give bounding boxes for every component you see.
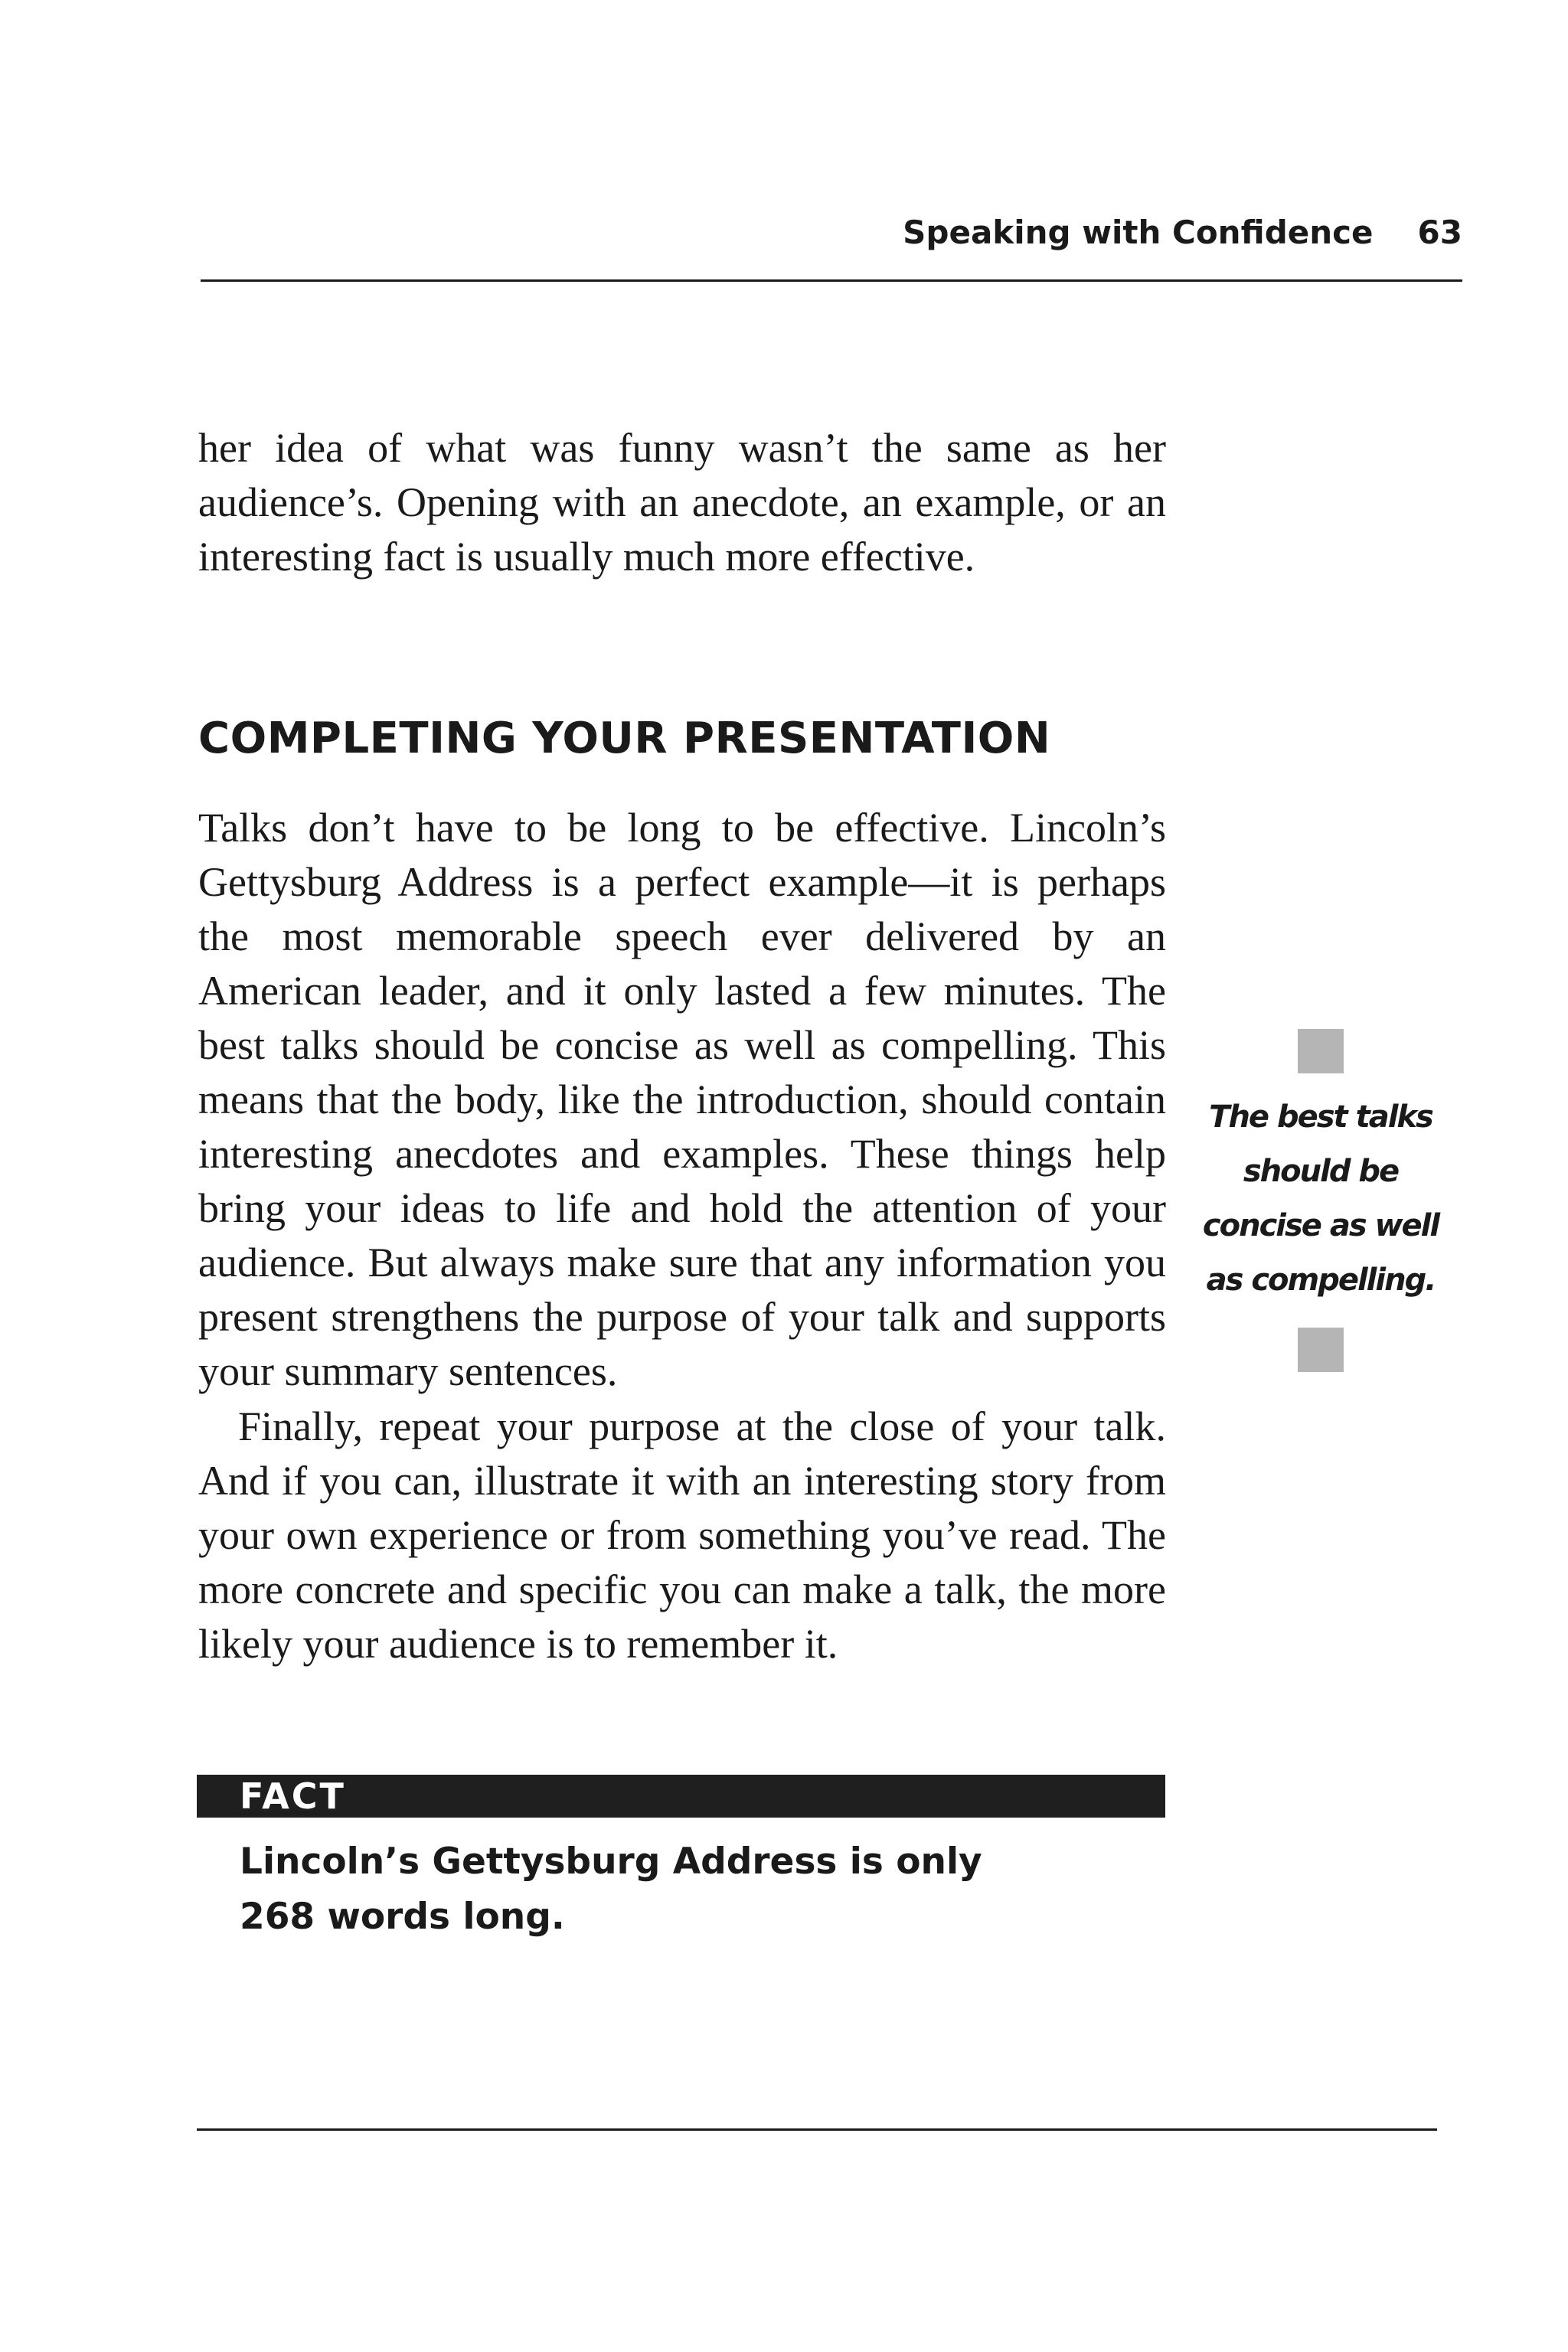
pull-quote-top-marker [1298,1029,1344,1073]
pull-quote-bottom-marker [1298,1328,1344,1372]
running-title: Speaking with Confidence [903,214,1374,251]
fact-box [197,1775,1165,1945]
pull-quote-text: The best talks should be concise as well as compelling. [1202,1099,1439,1298]
bottom-rule [197,2128,1437,2131]
section-heading: COMPLETING YOUR PRESENTATION [198,714,1051,763]
body-paragraph-1: Talks don’t have to be long to be effective. Lincoln’s Gettysburg Address is a perfect example—it is perhaps the most memorable speech ever delivered by an American leader, and it only lasted a few minutes. The best talks should be concise as well as compelling. This means that the body, like the introduction, should contain interesting anecdotes and examples. These things help bring your ideas to life and hold the attention of your audience. But always make sure that any information you present strengthens the purpose of your talk and supports your summary sentences. [198,805,1166,1394]
page-number: 63 [1417,214,1462,251]
running-head [201,208,1462,282]
continued-paragraph: her idea of what was funny wasn’t the same as her audience’s. Opening with an anecdote, an example, or an interesting fact is usually much more effective. [198,425,1166,580]
body-paragraph-2: Finally, repeat your purpose at the close of your talk. And if you can, illustrate it with an interesting story from your own experience or from something you’ve read. The more concrete and specific you can make a talk, the more likely your audience is to remember it. [198,1403,1166,1667]
fact-text: Lincoln’s Gettysburg Address is only 268 words long. [240,1841,982,1938]
fact-label: FACT [197,1775,1165,1818]
pull-quote [1202,1029,1439,1372]
